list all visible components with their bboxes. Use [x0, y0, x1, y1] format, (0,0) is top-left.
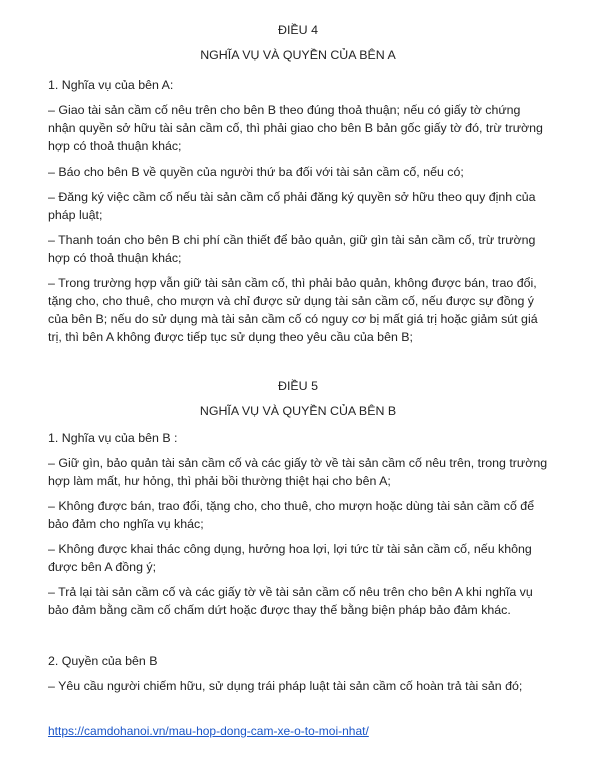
article-4-section-1-label: 1. Nghĩa vụ của bên A: — [48, 78, 174, 92]
article-4-item-1: – Giao tài sản cầm cố nêu trên cho bên B theo đúng thoả thuận; nếu có giấy tờ chứng nhận quyền sở hữu tài sản cầm cố, thì phải giao cho bên B bản gốc giấy tờ đó, trừ trường hợp có thoả thuận khác; — [48, 103, 543, 153]
article-4-item-4: – Thanh toán cho bên B chi phí cần thiết để bảo quản, giữ gìn tài sản cầm cố, trừ trường hợp có thoả thuận khác; — [48, 233, 536, 265]
article-5-item-1: – Giữ gìn, bảo quản tài sản cầm cố và các giấy tờ về tài sản cầm cố nêu trên, trong trường hợp làm mất, hư hỏng, thì phải bồi thường thiệt hại cho bên A; — [48, 456, 548, 488]
article-5-section-2-label: 2. Quyền của bên B — [48, 654, 158, 668]
article-5-item-2: – Không được bán, trao đổi, tặng cho, cho thuê, cho mượn hoặc dùng tài sản cầm cố để bảo đảm cho nghĩa vụ khác; — [48, 499, 535, 531]
article-5-item-3: – Không được khai thác công dụng, hưởng hoa lợi, lợi tức từ tài sản cầm cố, nếu không được bên A đồng ý; — [48, 542, 532, 574]
article-5-section-2-item-1: – Yêu cầu người chiếm hữu, sử dụng trái pháp luật tài sản cầm cố hoàn trả tài sản đó; — [48, 679, 523, 693]
article-4-item-2: – Báo cho bên B về quyền của người thứ ba đối với tài sản cầm cố, nếu có; — [48, 165, 464, 179]
article-5-item-4: – Trả lại tài sản cầm cố và các giấy tờ về tài sản cầm cố nêu trên cho bên A khi nghĩa vụ bảo đảm bằng cầm cố chấm dứt hoặc được thay thế bằng biện pháp bảo đảm khác. — [48, 585, 533, 617]
source-link[interactable]: https://camdohanoi.vn/mau-hop-dong-cam-xe-o-to-moi-nhat/ — [48, 724, 369, 738]
article-4-item-3: – Đăng ký việc cầm cố nếu tài sản cầm cố phải đăng ký quyền sở hữu theo quy định của pháp luật; — [48, 190, 536, 222]
article-5-heading: ĐIỀU 5 — [278, 379, 318, 393]
article-4-heading: ĐIỀU 4 — [278, 23, 318, 37]
article-4-title: NGHĨA VỤ VÀ QUYỀN CỦA BÊN A — [200, 48, 396, 62]
article-5-title: NGHĨA VỤ VÀ QUYỀN CỦA BÊN B — [199, 404, 397, 418]
article-4-item-5: – Trong trường hợp vẫn giữ tài sản cầm cố, thì phải bảo quản, không được bán, trao đổi, tặng cho, cho thuê, cho mượn và chỉ được sử dụng tài sản cầm cố, nếu được sự đồng ý của bên B; nếu do sử dụng mà tài sản cầm cố có nguy cơ bị mất giá trị hoặc giảm sút giá trị, thì bên A không được tiếp tục sử dụng theo yêu cầu của bên B; — [48, 276, 538, 344]
article-5-section-1-label: 1. Nghĩa vụ của bên B : — [48, 431, 178, 445]
